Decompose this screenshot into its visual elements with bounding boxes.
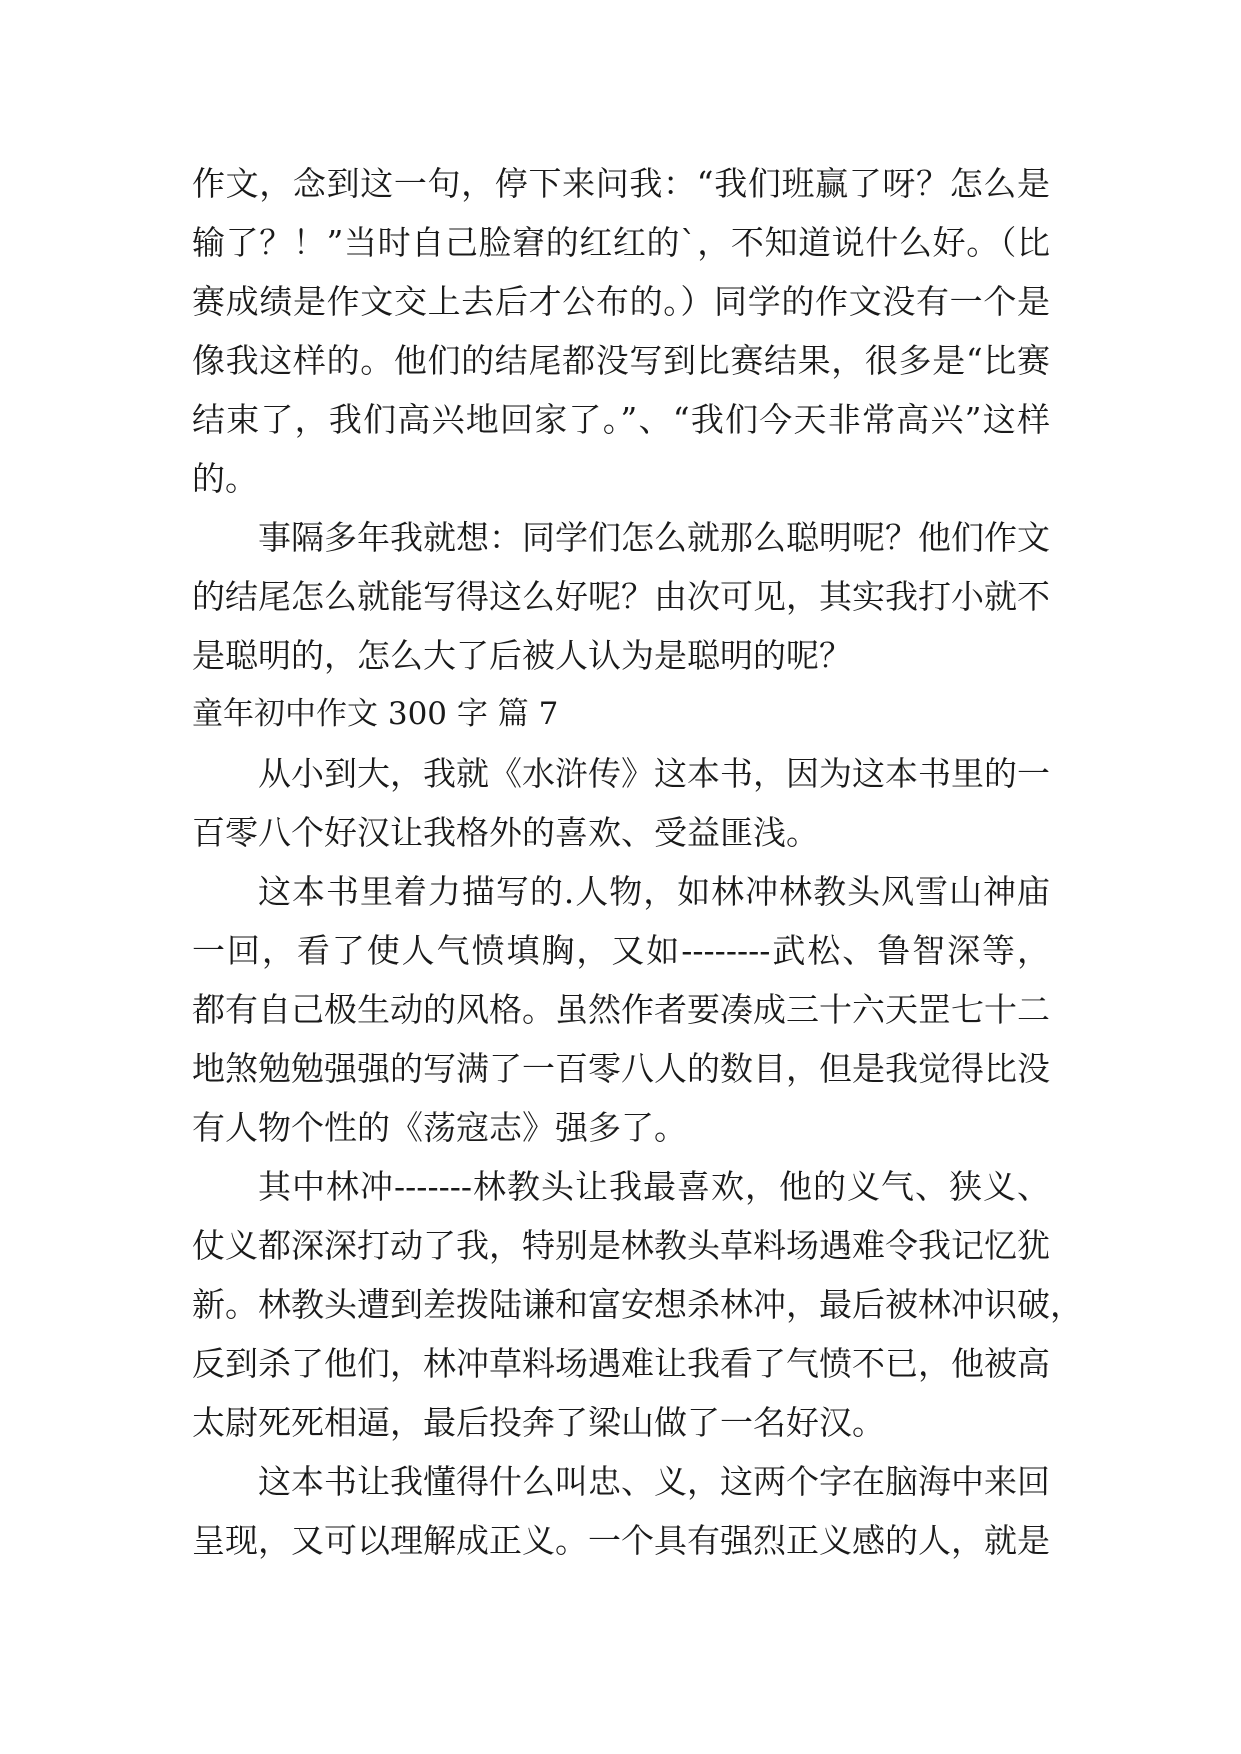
- paragraph-2: [192, 508, 1050, 685]
- text-line: 这本书里着力描写的.人物，如林冲林教头风雪山神庙: [258, 872, 1050, 911]
- text-line: 呈现，又可以理解成正义。一个具有强烈正义感的人，就是: [192, 1521, 1050, 1560]
- paragraph-3: [192, 744, 1050, 862]
- text-line: 这本书让我懂得什么叫忠、义，这两个字在脑海中来回: [258, 1462, 1050, 1501]
- text-line: 其中林冲-------林教头让我最喜欢，他的义气、狭义、: [258, 1167, 1050, 1206]
- text-line: 新。林教头遭到差拨陆谦和富安想杀林冲，最后被林冲识破，: [192, 1285, 1083, 1324]
- section-heading: 童年初中作文 300 字 篇 7: [192, 696, 559, 732]
- text-line: 地煞勉勉强强的写满了一百零八人的数目，但是我觉得比没: [192, 1049, 1050, 1088]
- text-line: 结束了，我们高兴地回家了。”、“我们今天非常高兴”这样: [192, 400, 1050, 439]
- text-line: 太尉死死相逼，最后投奔了梁山做了一名好汉。: [192, 1403, 885, 1442]
- paragraph-6: [192, 1452, 1050, 1570]
- text-line: 有人物个性的《荡寇志》强多了。: [192, 1108, 687, 1147]
- text-line: 反到杀了他们，林冲草料场遇难让我看了气愤不已，他被高: [192, 1344, 1050, 1383]
- document-body: [192, 154, 1083, 1570]
- text-line: 仗义都深深打动了我，特别是林教头草料场遇难令我记忆犹: [192, 1226, 1050, 1265]
- paragraph-4: [192, 862, 1050, 1157]
- text-line: 都有自己极生动的风格。虽然作者要凑成三十六天罡七十二: [192, 990, 1050, 1029]
- paragraph-5: [192, 1157, 1083, 1452]
- text-line: 像我这样的。他们的结尾都没写到比赛结果，很多是“比赛: [192, 341, 1050, 380]
- text-line: 一回，看了使人气愤填胸，又如--------武松、鲁智深等，: [192, 931, 1050, 970]
- text-line: 事隔多年我就想：同学们怎么就那么聪明呢？他们作文: [258, 518, 1050, 557]
- paragraph-1: [192, 154, 1050, 508]
- text-line: 是聪明的，怎么大了后被人认为是聪明的呢？: [192, 636, 852, 675]
- text-line: 从小到大，我就《水浒传》这本书，因为这本书里的一: [258, 754, 1050, 793]
- text-line: 的结尾怎么就能写得这么好呢？由次可见，其实我打小就不: [192, 577, 1050, 616]
- text-line: 输了？！”当时自己脸窘的红红的`，不知道说什么好。（比: [192, 223, 1050, 262]
- text-line: 赛成绩是作文交上去后才公布的。）同学的作文没有一个是: [192, 282, 1050, 321]
- text-line: 作文，念到这一句，停下来问我：“我们班赢了呀？怎么是: [192, 164, 1050, 203]
- text-line: 的。: [192, 459, 258, 498]
- text-line: 百零八个好汉让我格外的喜欢、受益匪浅。: [192, 813, 819, 852]
